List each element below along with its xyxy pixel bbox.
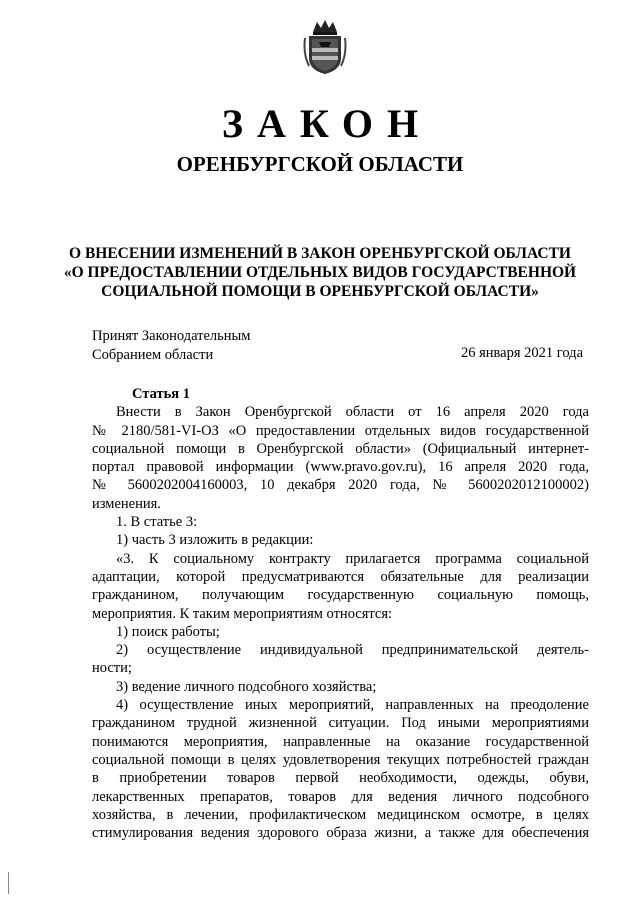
text-line: социальной помощи в Оренбургской области» (Официальный интернет-: [92, 440, 589, 457]
article-body: [92, 385, 589, 842]
subject-line: О ВНЕСЕНИИ ИЗМЕНЕНИЙ В ЗАКОН ОРЕНБУРГСКОЙ ОБЛАСТИ: [69, 245, 571, 262]
text-line: 1. В статье 3:: [116, 514, 198, 531]
law-title: ЗАКОН: [221, 101, 433, 146]
text-line: гражданином, получающим государственную социальную помощь,: [92, 587, 589, 604]
text-line: адаптации, которой предусматриваются обязательные для реализации: [92, 568, 589, 585]
text-line: 3) ведение личного подсобного хозяйства;: [116, 678, 377, 695]
text-line: в приобретении товаров первой необходимости, одежды, обуви,: [92, 770, 589, 787]
text-line: № 2180/581-VI-ОЗ «О предоставлении отдельных видов государственной: [92, 422, 589, 439]
text-line: Внести в Закон Оренбургской области от 16 апреля 2020 года: [116, 404, 589, 421]
text-line: гражданином трудной жизненной ситуации. Под иными мероприятиями: [92, 715, 589, 732]
adoption-line: Принят Законодательным: [92, 328, 251, 344]
subject-line: СОЦИАЛЬНОЙ ПОМОЩИ В ОРЕНБУРГСКОЙ ОБЛАСТИ»: [101, 283, 539, 300]
adoption-body: [92, 327, 250, 365]
subject-line: «О ПРЕДОСТАВЛЕНИИ ОТДЕЛЬНЫХ ВИДОВ ГОСУДАРСТВЕННОЙ: [63, 264, 577, 281]
text-line: № 5600202004160003, 10 декабря 2020 года, № 5600202012100002): [92, 477, 589, 494]
text-line: «3. К социальному контракту прилагается программа социальной: [116, 550, 589, 567]
text-line: социальной помощи в целях удовлетворения текущих потребностей граждан: [92, 751, 589, 768]
text-line: 4) осуществление иных мероприятий, направленных на преодоление: [116, 697, 589, 714]
text-line: портал правовой информации (www.pravo.gov.ru), 16 апреля 2020 года,: [92, 459, 589, 476]
text-line: хозяйства, в лечении, профилактическом медицинском осмотре, в целях: [92, 806, 589, 823]
text-line: понимаются мероприятия, направленные на оказание государственной: [92, 733, 589, 750]
text-line: 1) часть 3 изложить в редакции:: [116, 532, 314, 549]
text-line: лекарственных препаратов, товаров для ведения личного подсобного: [92, 788, 589, 805]
margin-mark: [8, 872, 9, 894]
adoption-line: Собранием области: [92, 347, 214, 363]
text-line: 2) осуществление индивидуальной предпринимательской деятель-: [116, 642, 589, 659]
text-line: стимулирования ведения здорового образа жизни, а также для обеспечения: [92, 825, 589, 842]
text-line: изменения.: [92, 495, 161, 512]
text-line: мероприятия. К таким мероприятиям относятся:: [92, 605, 393, 622]
article-heading: Статья 1: [132, 386, 190, 402]
text-line: 1) поиск работы;: [116, 623, 220, 640]
law-subject: [60, 244, 580, 301]
coat-of-arms-icon: [303, 18, 347, 76]
region-title: ОРЕНБУРГСКОЙ ОБЛАСТИ: [176, 152, 464, 176]
adoption-date: 26 января 2021 года: [460, 345, 583, 361]
text-line: ности;: [92, 660, 132, 677]
